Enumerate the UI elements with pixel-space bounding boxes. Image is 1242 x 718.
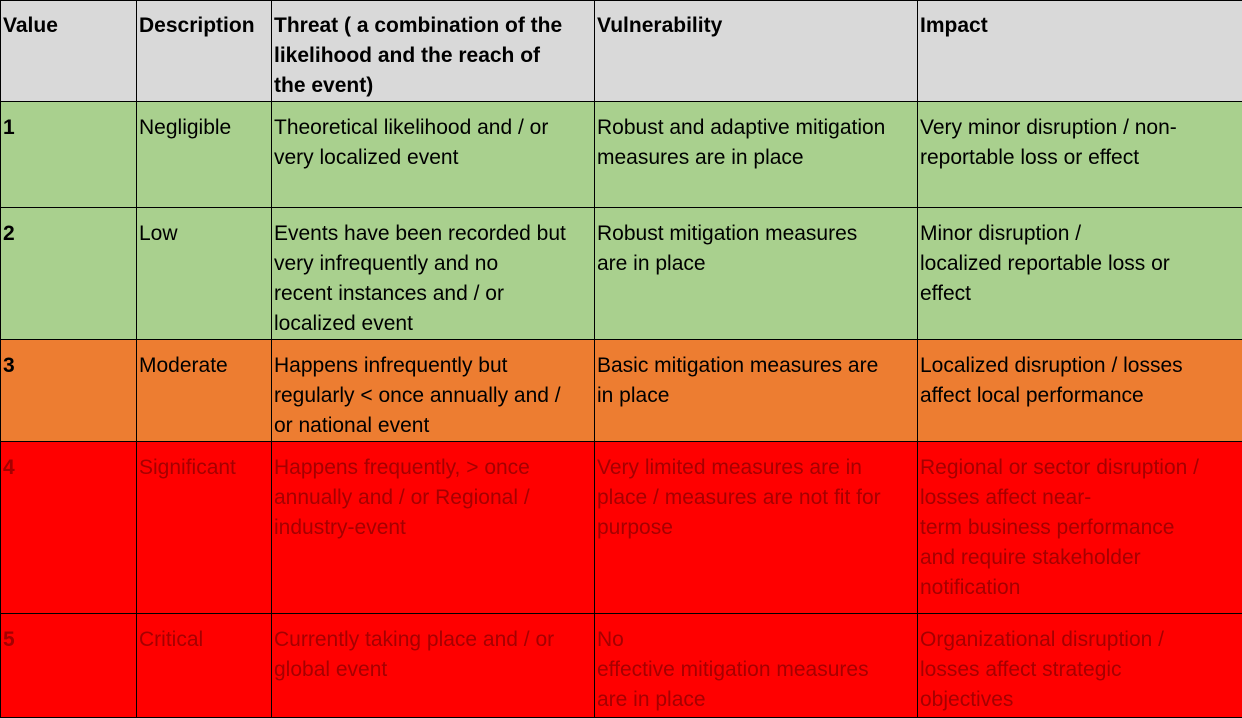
impact-cell: Regional or sector disruption / losses affect near- term business performance and require stakeholder notification bbox=[918, 442, 1242, 614]
vulnerability-cell: No effective mitigation measures are in place bbox=[595, 614, 918, 718]
header-vulnerability: Vulnerability bbox=[595, 1, 918, 102]
threat-cell: Currently taking place and / or global event bbox=[272, 614, 595, 718]
table-header-row bbox=[1, 1, 1242, 102]
table-row bbox=[1, 102, 1242, 208]
header-threat: Threat ( a combination of the likelihood and the reach of the event) bbox=[272, 1, 595, 102]
impact-cell: Minor disruption / localized reportable loss or effect bbox=[918, 208, 1242, 340]
vulnerability-cell: Robust and adaptive mitigation measures are in place bbox=[595, 102, 918, 208]
value-cell: 2 bbox=[1, 208, 137, 340]
table-row bbox=[1, 442, 1242, 614]
threat-cell: Happens infrequently but regularly < once annually and / or national event bbox=[272, 340, 595, 442]
threat-cell: Happens frequently, > once annually and / or Regional / industry-event bbox=[272, 442, 595, 614]
impact-cell: Localized disruption / losses affect local performance bbox=[918, 340, 1242, 442]
description-cell: Low bbox=[137, 208, 272, 340]
value-cell: 1 bbox=[1, 102, 137, 208]
vulnerability-cell: Robust mitigation measures are in place bbox=[595, 208, 918, 340]
header-impact: Impact bbox=[918, 1, 1242, 102]
impact-cell: Organizational disruption / losses affect strategic objectives bbox=[918, 614, 1242, 718]
description-cell: Significant bbox=[137, 442, 272, 614]
description-cell: Negligible bbox=[137, 102, 272, 208]
description-cell: Moderate bbox=[137, 340, 272, 442]
description-cell: Critical bbox=[137, 614, 272, 718]
impact-cell: Very minor disruption / non- reportable loss or effect bbox=[918, 102, 1242, 208]
value-cell: 4 bbox=[1, 442, 137, 614]
header-value: Value bbox=[1, 1, 137, 102]
threat-cell: Events have been recorded but very infrequently and no recent instances and / or localized event bbox=[272, 208, 595, 340]
threat-cell: Theoretical likelihood and / or very localized event bbox=[272, 102, 595, 208]
vulnerability-cell: Very limited measures are in place / measures are not fit for purpose bbox=[595, 442, 918, 614]
value-cell: 3 bbox=[1, 340, 137, 442]
table-row bbox=[1, 614, 1242, 718]
table-row bbox=[1, 340, 1242, 442]
value-cell: 5 bbox=[1, 614, 137, 718]
table-row bbox=[1, 208, 1242, 340]
vulnerability-cell: Basic mitigation measures are in place bbox=[595, 340, 918, 442]
header-description: Description bbox=[137, 1, 272, 102]
